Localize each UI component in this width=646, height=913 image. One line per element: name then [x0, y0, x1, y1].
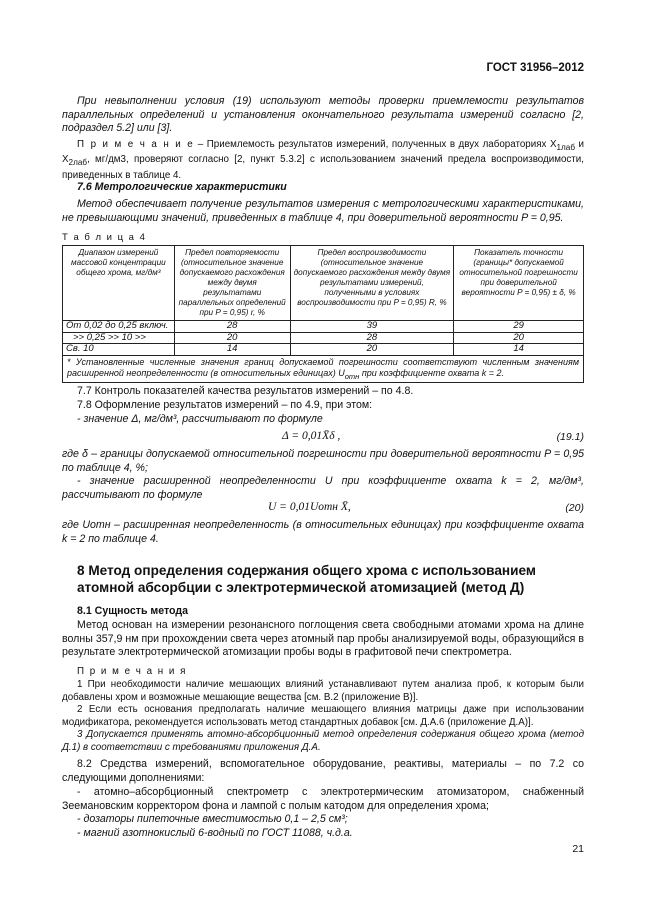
intro-paragraph: При невыполнении условия (19) используют методы проверки приемлемости результатов параллельных определений и установления окончательного результата измерений согласно [2, подраздел 5.2] или [3].	[62, 95, 584, 134]
clause-7-8: 7.8 Оформление результатов измерений – по 4.9, при этом:	[77, 399, 373, 411]
formula-19-1: Δ = 0,01X̄δ ,	[282, 430, 341, 442]
formula-20: U = 0,01Uотн X̄,	[268, 501, 351, 513]
where-u: где Uотн – расширенная неопределенность (в относительных единицах) при коэффициенте охвата k = 2 по таблице 4.	[62, 519, 584, 545]
cell-R: 20	[290, 344, 454, 356]
expanded-uncertainty-intro: - значение расширенной неопределенности U при коэффициенте охвата k = 2, мг/дм³, рассчитывают по формуле	[62, 475, 584, 501]
cell-r: 14	[174, 344, 290, 356]
heading-8-1: 8.1 Сущность метода	[77, 605, 189, 617]
table-row	[63, 344, 584, 356]
note-text-b: и X	[62, 139, 585, 166]
note-item-1: 1 При необходимости наличие мешающих влияний устанавливают путем анализа проб, к которым были добавлены хром и возможные мешающие вещества [см. В.2 (приложение В)].	[62, 679, 584, 703]
heading-section-8: 8 Метод определения содержания общего хрома с использованием атомной абсорбции с электротермической атомизацией (метод Д)	[77, 563, 536, 595]
cell-delta: 20	[454, 332, 584, 344]
cell-r: 20	[174, 332, 290, 344]
cell-delta: 29	[454, 321, 584, 333]
table-row	[63, 332, 584, 344]
equipment-item-1: - атомно–абсорбционный спектрометр с электротермическим атомизатором, снабженный Зеемановским корректором фона и лампой с полым катодом для определения хрома;	[62, 786, 584, 812]
page-number: 21	[572, 843, 584, 855]
clause-7-7: 7.7 Контроль показателей качества результатов измерений – по 4.8.	[77, 385, 414, 397]
note-sub-1: 1лаб	[556, 142, 576, 152]
note-acceptability	[62, 139, 584, 182]
table-footnote-row	[63, 355, 584, 383]
delta-intro: - значение Δ, мг/дм³, рассчитывают по формуле	[77, 413, 323, 425]
footnote-text-a: * Установленные численные значения границ допускаемой погрешности соответствуют численным значениям расширенной неопределенности (в относительных единицах) U	[67, 356, 579, 378]
note-text-a: – Приемлемость результатов измерений, полученных в двух лабораториях X	[194, 139, 557, 150]
heading-7-6: 7.6 Метрологические характеристики	[77, 181, 287, 193]
notes-label: П р и м е ч а н и я	[77, 666, 187, 677]
intro-8-2: 8.2 Средства измерений, вспомогательное оборудование, реактивы, материалы – по 7.2 со следующими дополнениями:	[62, 758, 584, 784]
equipment-item-2: - дозаторы пипеточные вместимостью 0,1 – 2,5 см³;	[77, 813, 348, 825]
note-text-c: , мг/дм3, проверяют согласно [2, пункт 5.3.2] с использованием значений предела воспроизводимости, приведенных в таблице 4.	[62, 154, 584, 181]
text-8-1: Метод основан на измерении резонансного поглощения света свободными атомами хрома на длине волны 357,9 нм при прохождении света через атомный пар пробы анализируемой воды, образующийся в результате электротермической атомизации пробы воды в графитовой печи спектрометра.	[62, 619, 584, 658]
table-4	[62, 245, 584, 383]
cell-delta: 14	[454, 344, 584, 356]
table-header-row	[63, 246, 584, 321]
header-repeatability: Предел повторяемости (относительное значение допускаемого расхождения между двумя результатами параллельных определений при P = 0,95) r, %	[174, 246, 290, 321]
note-sub-2: 2лаб	[68, 158, 88, 168]
note-item-3: 3 Допускается применять атомно-абсорбционный метод определения содержания общего хрома (метод Д.1) в соответствии с требованиями приложения Д.А.	[62, 729, 584, 753]
cell-R: 39	[290, 321, 454, 333]
table-row	[63, 321, 584, 333]
formula-20-number: (20)	[565, 502, 584, 514]
text-7-6: Метод обеспечивает получение результатов измерения с метрологическими характеристиками, не превышающими значений, приведенных в таблице 4, при доверительной вероятности P = 0,95.	[62, 198, 584, 224]
cell-range: Св. 10	[63, 344, 175, 356]
note-item-2: 2 Если есть основания предполагать наличие мешающего влияния матрицы даже при использовании модификатора, рекомендуется использовать метод стандартных добавок [см. Д.А.6 (приложение Д.А)].	[62, 704, 584, 728]
where-delta: где δ – границы допускаемой относительной погрешности при доверительной вероятности P = 0,95 по таблице 4, %;	[62, 448, 584, 474]
cell-R: 28	[290, 332, 454, 344]
table-caption: Т а б л и ц а 4	[62, 232, 147, 243]
header-reproducibility: Предел воспроизводимости (относительное значение допускаемого расхождения между двумя результатами измерений, полученными в условиях воспроизводимости при P = 0,95) R, %	[290, 246, 454, 321]
equipment-item-3: - магний азотнокислый 6-водный по ГОСТ 11088, ч.д.а.	[77, 827, 353, 839]
cell-range: >> 0,25 >> 10 >>	[63, 332, 175, 344]
footnote-sub: отн	[344, 371, 360, 381]
document-code: ГОСТ 31956–2012	[486, 62, 584, 74]
header-accuracy: Показатель точности (границы* допускаемой относительной погрешности при доверительной вероятности P = 0,95) ± δ, %	[454, 246, 584, 321]
footnote-text-b: при коэффициенте охвата k = 2.	[359, 367, 504, 378]
cell-range: От 0,02 до 0,25 включ.	[63, 321, 175, 333]
formula-19-1-number: (19.1)	[556, 431, 584, 443]
note-label: П р и м е ч а н и е	[77, 139, 195, 150]
cell-r: 28	[174, 321, 290, 333]
header-range: Диапазон измерений массовой концентрации общего хрома, мг/дм³	[63, 246, 175, 321]
table-footnote	[63, 355, 584, 383]
